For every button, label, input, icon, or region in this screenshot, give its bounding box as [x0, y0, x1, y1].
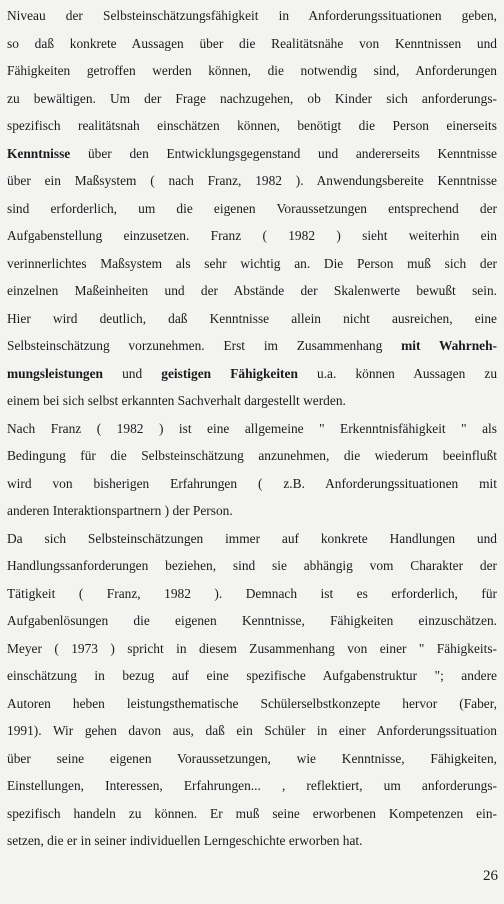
- text-segment: Bedingung für die Selbsteinschätzung anzunehmen, die wiederum beeinflußt: [7, 448, 497, 463]
- text-segment: über seine eigenen Voraussetzungen, wie Kenntnisse, Fähigkeiten,: [7, 750, 497, 766]
- text-segment: Handlungssanforderungen beziehen, sind sie abhängig vom Charakter der: [7, 558, 497, 573]
- text-segment: einzelnen Maßeinheiten und der Abstände der Skalenwerte bewußt sein.: [7, 283, 497, 298]
- text-segment: Niveau der Selbsteinschätzungsfähigkeit in Anforderungssituationen geben,: [7, 8, 497, 23]
- text-segment: zu bewältigen. Um der Frage nachzugehen, ob Kinder sich anforderungs-: [7, 90, 497, 106]
- text-line: [7, 140, 497, 168]
- paragraph: [7, 415, 497, 525]
- text-line: [7, 800, 497, 828]
- text-line: [7, 112, 497, 140]
- text-line: [7, 772, 497, 800]
- text-line: [7, 745, 497, 773]
- text-line: [7, 525, 497, 553]
- text-line: [7, 387, 497, 415]
- bold-term: Kenntnisse: [7, 145, 71, 161]
- text-line: [7, 167, 497, 195]
- text-line: [7, 497, 497, 525]
- text-line: [7, 415, 497, 443]
- text-line: [7, 2, 497, 30]
- bold-term: mit Wahrneh-: [401, 338, 497, 353]
- text-segment: über den Entwicklungsgegenstand und andererseits Kenntnisse: [70, 145, 497, 161]
- text-segment: Nach Franz ( 1982 ) ist eine allgemeine " Erkenntnisfähigkeit " als: [7, 420, 497, 436]
- bold-term: geistigen Fähigkeiten: [161, 365, 298, 381]
- bold-term: mungsleistungen: [7, 365, 103, 381]
- text-line: [7, 717, 497, 745]
- text-segment: Tätigkeit ( Franz, 1982 ). Demnach ist es erforderlich, für: [7, 585, 497, 601]
- text-segment: so daß konkrete Aussagen über die Realitätsnähe von Kenntnissen und: [7, 35, 497, 51]
- text-line: [7, 222, 497, 250]
- text-line: [7, 332, 497, 360]
- body-text: [7, 2, 497, 855]
- text-segment: Aufgabenstellung einzusetzen. Franz ( 1982 ) sieht weiterhin ein: [7, 228, 497, 243]
- text-line: [7, 607, 497, 635]
- text-line: [7, 580, 497, 608]
- text-segment: setzen, die er in seiner individuellen Lerngeschichte erworben hat.: [7, 833, 363, 848]
- text-segment: Da sich Selbsteinschätzungen immer auf konkrete Handlungen und: [7, 530, 497, 546]
- text-line: [7, 277, 497, 305]
- page-number: 26: [483, 868, 498, 884]
- text-segment: Aufgabenlösungen die eigenen Kenntnisse, Fähigkeiten einzuschätzen.: [7, 613, 497, 628]
- text-line: [7, 442, 497, 470]
- text-line: [7, 195, 497, 223]
- text-line: [7, 305, 497, 333]
- text-line: [7, 57, 497, 85]
- text-line: [7, 250, 497, 278]
- text-segment: einschätzung in bezug auf eine spezifische Aufgabenstruktur "; andere: [7, 668, 497, 683]
- text-segment: Fähigkeiten getroffen werden können, die notwendig sind, Anforderungen: [7, 63, 497, 78]
- text-line: [7, 85, 497, 113]
- text-line: [7, 360, 497, 388]
- text-line: [7, 470, 497, 498]
- text-line: [7, 827, 497, 855]
- text-line: [7, 662, 497, 690]
- text-line: [7, 30, 497, 58]
- text-segment: über ein Maßsystem ( nach Franz, 1982 ). Anwendungsbereite Kenntnisse: [7, 173, 497, 188]
- text-segment: Meyer ( 1973 ) spricht in diesem Zusammenhang von einer " Fähigkeits-: [7, 640, 497, 656]
- text-segment: einem bei sich selbst erkannten Sachverhalt dargestellt werden.: [7, 393, 346, 408]
- text-segment: 1991). Wir gehen davon aus, daß ein Schüler in einer Anforderungssituation: [7, 723, 497, 738]
- text-segment: wird von bisherigen Erfahrungen ( z.B. Anforderungssituationen mit: [7, 475, 497, 491]
- paragraph: [7, 525, 497, 855]
- text-segment: sind erforderlich, um die eigenen Voraussetzungen entsprechend der: [7, 200, 497, 216]
- text-segment: Hier wird deutlich, daß Kenntnisse allein nicht ausreichen, eine: [7, 310, 497, 326]
- text-segment: anderen Interaktionspartnern ) der Person.: [7, 503, 233, 518]
- text-line: [7, 690, 497, 718]
- text-segment: Einstellungen, Interessen, Erfahrungen... , reflektiert, um anforderungs-: [7, 778, 497, 793]
- paragraph: [7, 2, 497, 415]
- text-line: [7, 552, 497, 580]
- text-segment: verinnerlichtes Maßsystem als sehr wichtig an. Die Person muß sich der: [7, 255, 497, 271]
- text-segment: Selbsteinschätzung vorzunehmen. Erst im Zusammenhang: [7, 338, 402, 353]
- text-segment: spezifisch handeln zu können. Er muß seine erworbenen Kompetenzen ein-: [7, 805, 497, 821]
- text-segment: Autoren heben leistungsthematische Schülerselbstkonzepte hervor (Faber,: [7, 695, 497, 711]
- text-line: [7, 635, 497, 663]
- text-segment: u.a. können Aussagen zu: [297, 365, 497, 381]
- text-segment: und: [103, 365, 162, 381]
- text-segment: spezifisch realitätsnah einschätzen können, benötigt die Person einerseits: [7, 118, 497, 133]
